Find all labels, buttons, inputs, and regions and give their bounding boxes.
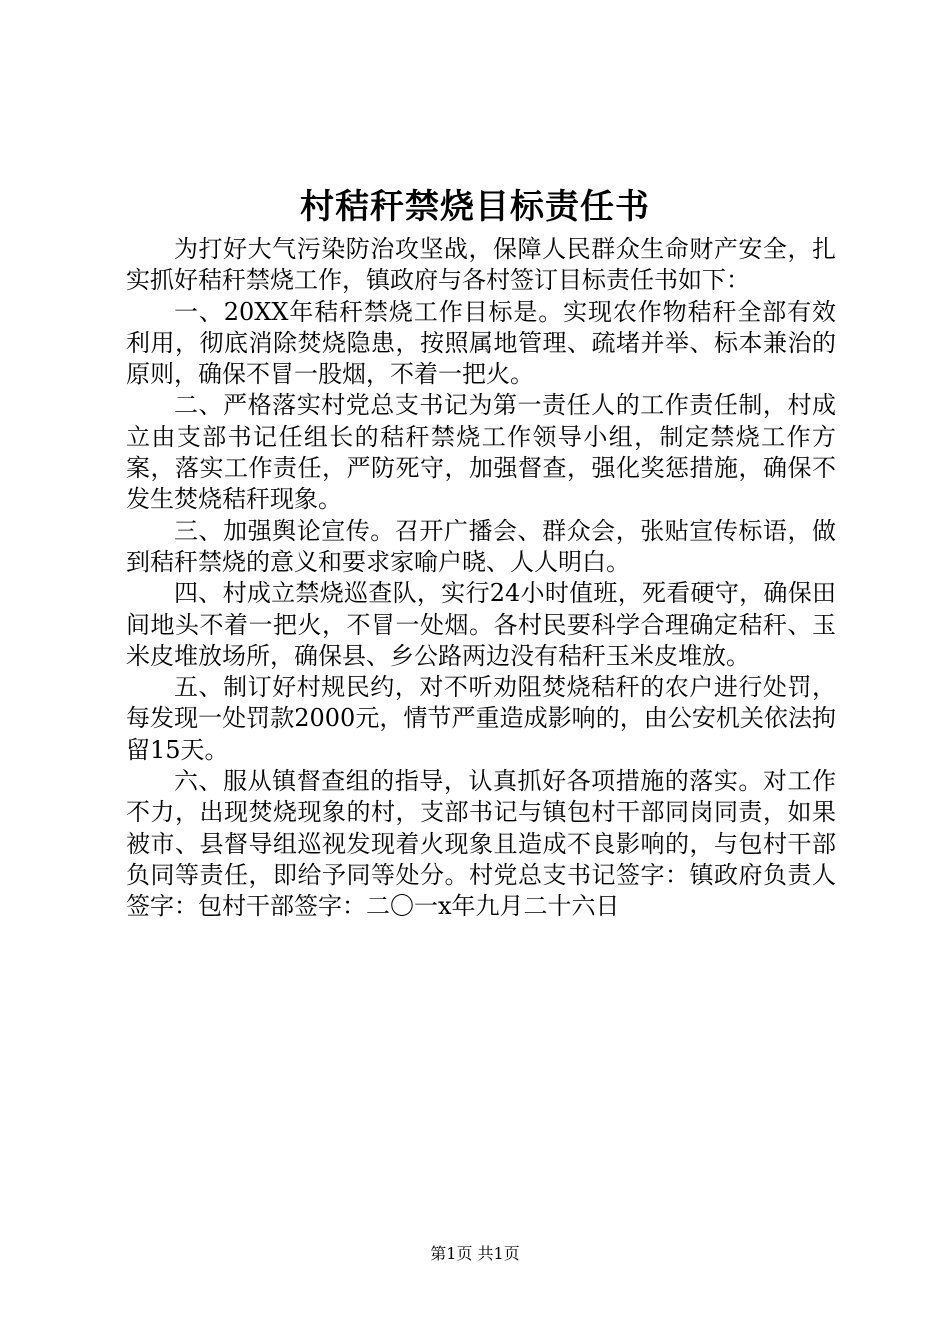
paragraph-item-3: 三、加强舆论宣传。召开广播会、群众会，张贴宣传标语，做到秸秆禁烧的意义和要求家喻户晓、人人明白。 <box>126 516 836 576</box>
paragraph-item-1: 一、20XX年秸秆禁烧工作目标是。实现农作物秸秆全部有效利用，彻底消除焚烧隐患，按照属地管理、疏堵并举、标本兼治的原则，确保不冒一股烟，不着一把火。 <box>126 297 836 389</box>
document-title: 村秸秆禁烧目标责任书 <box>300 187 650 227</box>
paragraph-item-2: 二、严格落实村党总支书记为第一责任人的工作责任制，村成立由支部书记任组长的秸秆禁烧工作领导小组，制定禁烧工作方案，落实工作责任，严防死守，加强督查，强化奖惩措施，确保不发生焚烧秸秆现象。 <box>126 391 836 514</box>
paragraph-item-4: 四、村成立禁烧巡查队，实行24小时值班，死看硬守，确保田间地头不着一把火，不冒一处烟。各村民要科学合理确定秸秆、玉米皮堆放场所，确保县、乡公路两边没有秸秆玉米皮堆放。 <box>126 579 836 670</box>
document-body <box>126 234 836 923</box>
paragraph-item-6: 六、服从镇督查组的指导，认真抓好各项措施的落实。对工作不力，出现焚烧现象的村，支部书记与镇包村干部同岗同责，如果被市、县督导组巡视发现着火现象且造成不良影响的，与包村干部负同等责任，即给予同等处分。村党总支书记签字：镇政府负责人签字：包村干部签字：二〇一x年九月二十六日 <box>126 767 836 921</box>
page-footer: 第1页 共1页 <box>430 1244 520 1263</box>
paragraph-item-5: 五、制订好村规民约，对不听劝阻焚烧秸秆的农户进行处罚，每发现一处罚款2000元，情节严重造成影响的，由公安机关依法拘留15天。 <box>126 673 836 764</box>
paragraph-intro: 为打好大气污染防治攻坚战，保障人民群众生命财产安全，扎实抓好秸秆禁烧工作，镇政府与各村签订目标责任书如下： <box>126 235 836 295</box>
